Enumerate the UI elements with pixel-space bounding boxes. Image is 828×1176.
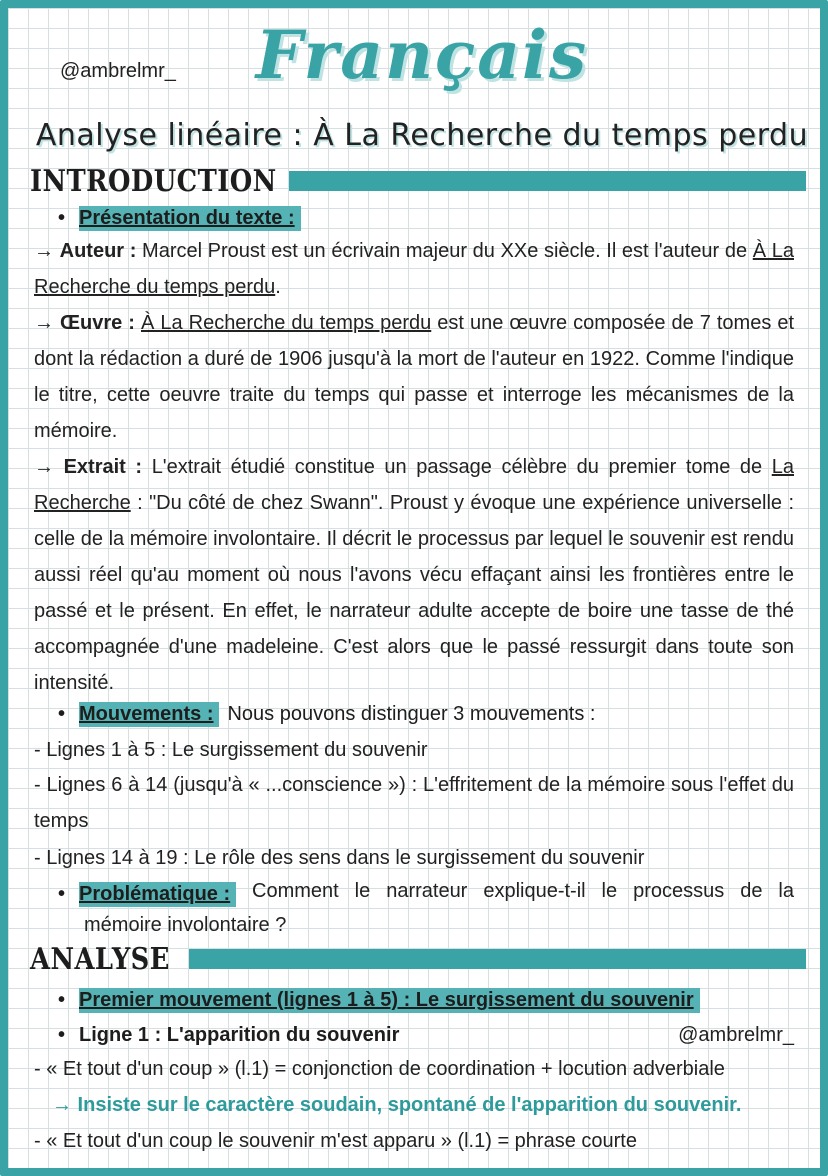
oeuvre-work-title: À La Recherche du temps perdu [141,312,432,334]
author-handle-bottom: @ambrelmr_ [678,1024,794,1046]
mouvements-label: Mouvements : [79,702,219,727]
oeuvre-label: Œuvre : [60,312,135,334]
bullet-dot-icon: • [58,883,66,905]
analyse-note-1: → Insiste sur le caractère soudain, spontané de l'apparition du souvenir. [52,1094,742,1116]
extrait-paragraph [34,449,794,701]
mouvements-bullet [58,702,595,727]
premier-mouvement-label: Premier mouvement (lignes 1 à 5) : Le surgissement du souvenir [79,988,700,1013]
analyse-heading-bar [189,949,806,969]
problematique-text: Comment le narrateur explique-t-il le processus de la mémoire involontaire ? [84,880,794,936]
bullet-dot-icon: • [58,207,66,229]
mouvement-1: - Lignes 1 à 5 : Le surgissement du souvenir [34,739,428,761]
arrow-icon: → [34,240,54,262]
author-handle: @ambrelmr_ [60,60,176,82]
auteur-work-title: À La Recherche du temps perdu [34,240,794,298]
arrow-icon: → [34,456,54,478]
auteur-label: Auteur : [59,240,137,262]
ligne1-label: Ligne 1 : L'apparition du souvenir [79,1024,400,1046]
mouvements-text: Nous pouvons distinguer 3 mouvements : [227,703,596,725]
extrait-work-title: La Recherche [34,456,794,514]
bullet-dot-icon: • [58,989,66,1011]
bullet-dot-icon: • [58,1024,66,1046]
oeuvre-paragraph [34,305,794,449]
oeuvre-text: est une œuvre composée de 7 tomes et dont la rédaction a duré de 1906 jusqu'à la mort de l'auteur en 1922. Comme l'indique le titre, cette oeuvre traite du temps qui passe et interroge les mécanismes de la mémoire. [34,312,795,442]
auteur-text-end: . [275,276,281,298]
analyse-heading [30,942,806,976]
presentation-bullet [58,206,301,231]
introduction-heading-bar [289,171,806,191]
presentation-label: Présentation du texte : [79,206,301,231]
introduction-heading [30,164,806,198]
auteur-paragraph [34,233,794,305]
problematique-label: Problématique : [79,882,236,907]
mouvement-2: - Lignes 6 à 14 (jusqu'à « ...conscience ») : L'effritement de la mémoire sous l'effet du temps [34,774,794,832]
page-title: Français [255,16,589,94]
extrait-text: L'extrait étudié constitue un passage célèbre du premier tome de [151,456,772,478]
bullet-dot-icon: • [58,703,66,725]
extrait-label: Extrait : [63,456,143,478]
analyse-point-2: - « Et tout d'un coup le souvenir m'est apparu » (l.1) = phrase courte [34,1130,637,1152]
premier-mouvement-bullet [58,988,700,1013]
introduction-heading-label: INTRODUCTION [30,163,277,199]
auteur-text: Marcel Proust est un écrivain majeur du XXe siècle. Il est l'auteur de [142,240,753,262]
arrow-icon: → [34,312,54,334]
analyse-heading-label: ANALYSE [30,941,170,977]
extrait-text-end: : "Du côté de chez Swann". Proust y évoque une expérience universelle : celle de la mémoire involontaire. Il décrit le processus par lequel le souvenir est rendu aussi réel qu'au moment où nous l'avons vécu effaçant ainsi les frontières entre le passé et le présent. En effet, le narrateur adulte accepte de boire une tasse de thé accompagnée d'une madeleine. C'est alors que le passé ressurgit dans toute son intensité. [34,492,794,694]
mouvement-3: - Lignes 14 à 19 : Le rôle des sens dans le surgissement du souvenir [34,847,645,869]
page-subtitle: Analyse linéaire : À La Recherche du temps perdu [35,118,809,153]
analyse-point-1: - « Et tout d'un coup » (l.1) = conjonction de coordination + locution adverbiale [34,1058,725,1080]
ligne1-bullet [58,1024,399,1047]
